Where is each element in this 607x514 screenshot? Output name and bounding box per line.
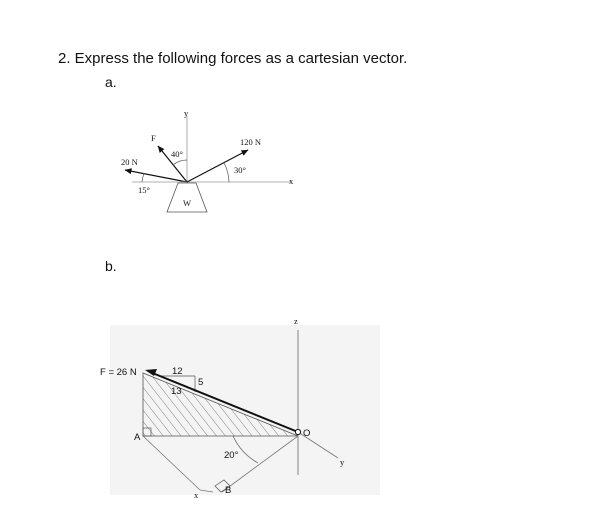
fig-a-force-120N-label: 120 N: [240, 137, 262, 147]
fig-a-angle-15-label: 15°: [138, 185, 150, 195]
fig-b-point-B: B: [225, 485, 232, 496]
fig-b-point-O: O: [303, 428, 311, 439]
fig-a-angle-40-label: 40°: [171, 149, 183, 159]
fig-b-slope-5: 5: [198, 377, 204, 388]
fig-a-weight-label: W: [183, 198, 192, 208]
fig-b-point-A: A: [134, 432, 141, 443]
fig-b-slope-12: 12: [172, 366, 183, 377]
fig-a-x-axis-label: x: [289, 176, 294, 186]
fig-b-x-axis-label: x: [194, 490, 199, 500]
fig-a-force-F-label: F: [151, 133, 156, 143]
fig-a-angle-30-label: 30°: [234, 165, 246, 175]
fig-b-origin-O: [295, 429, 300, 434]
fig-b-force-label: F = 26 N: [100, 367, 137, 378]
fig-b-z-axis-label: z: [294, 316, 298, 326]
fig-b-angle-20-label: 20°: [224, 450, 239, 461]
fig-a-force-20N-arrow: [125, 170, 187, 182]
fig-b-slope-13: 13: [171, 386, 182, 397]
part-a-label: a.: [105, 74, 117, 90]
question-title: 2. Express the following forces as a cartesian vector.: [58, 50, 408, 67]
fig-a-angle-40-arc: [173, 160, 187, 165]
fig-a-force-20N-label: 20 N: [121, 157, 138, 167]
figure-b: [100, 316, 380, 500]
fig-b-y-axis-label: y: [340, 457, 345, 467]
figure-a: [121, 108, 294, 212]
fig-a-y-axis-label: y: [184, 108, 189, 118]
part-b-label: b.: [105, 258, 117, 274]
fig-a-angle-30-arc: [224, 163, 229, 182]
fig-a-angle-15-arc: [142, 173, 144, 182]
